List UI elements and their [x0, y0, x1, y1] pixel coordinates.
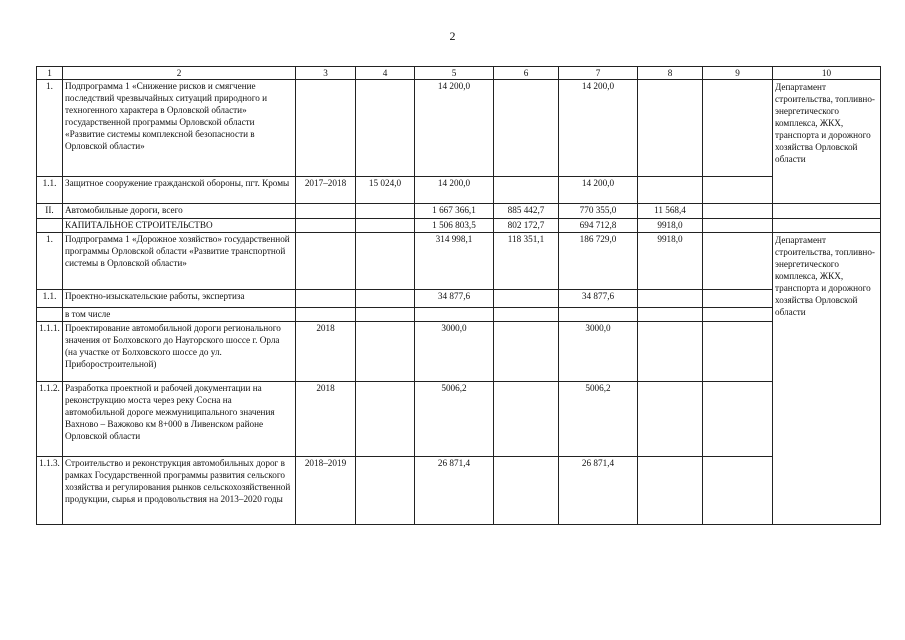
years-cell — [296, 233, 356, 290]
years-cell: 2018 — [296, 322, 356, 382]
col8-cell — [638, 177, 703, 204]
col8-cell: 11 568,4 — [638, 204, 703, 219]
row-number — [37, 308, 63, 322]
header-cell: 5 — [415, 67, 494, 80]
budget-table — [36, 66, 881, 525]
col6-cell — [494, 80, 559, 177]
row-number: 1.1.2. — [37, 382, 63, 457]
col4-cell — [356, 322, 415, 382]
header-cell: 10 — [773, 67, 881, 80]
header-cell: 1 — [37, 67, 63, 80]
col4-cell — [356, 382, 415, 457]
years-cell — [296, 204, 356, 219]
col8-cell — [638, 322, 703, 382]
col9-cell — [703, 233, 773, 290]
col4-cell — [356, 204, 415, 219]
col9-cell — [703, 80, 773, 177]
header-row — [37, 67, 881, 80]
col8-cell — [638, 457, 703, 525]
col9-cell — [703, 457, 773, 525]
row-number: 1. — [37, 80, 63, 177]
header-cell: 8 — [638, 67, 703, 80]
item-name: Проектно-изыскательские работы, экспертиза — [63, 290, 296, 308]
col5-cell: 1 667 366,1 — [415, 204, 494, 219]
item-name: Разработка проектной и рабочей документации на реконструкцию моста через реку Сосна на автомобильной дороге межмуниципального значения Вахново – Важжово км 8+000 в Ливенском районе Орловской области — [63, 382, 296, 457]
col7-cell: 694 712,8 — [559, 219, 638, 233]
col7-cell: 26 871,4 — [559, 457, 638, 525]
years-cell — [296, 80, 356, 177]
col7-cell: 34 877,6 — [559, 290, 638, 308]
header-cell: 7 — [559, 67, 638, 80]
row-number: 1.1.3. — [37, 457, 63, 525]
item-name: Подпрограмма 1 «Дорожное хозяйство» государственной программы Орловской области «Развитие транспортной системы в Орловской области» — [63, 233, 296, 290]
header-cell: 9 — [703, 67, 773, 80]
col6-cell — [494, 382, 559, 457]
col6-cell — [494, 457, 559, 525]
table-row — [37, 382, 881, 457]
item-name: в том числе — [63, 308, 296, 322]
table-row — [37, 290, 881, 308]
department-text: Департамент строительства, топливно-энергетического комплекса, ЖКХ, транспорта и дорожного хозяйства Орловской области — [775, 82, 875, 164]
header-cell: 6 — [494, 67, 559, 80]
col6-cell — [494, 290, 559, 308]
department-cell — [773, 80, 881, 204]
item-name: Автомобильные дороги, всего — [63, 204, 296, 219]
col7-cell: 14 200,0 — [559, 177, 638, 204]
table-row — [37, 457, 881, 525]
col5-cell: 314 998,1 — [415, 233, 494, 290]
row-number: 1.1. — [37, 177, 63, 204]
col4-cell — [356, 457, 415, 525]
col8-cell: 9918,0 — [638, 219, 703, 233]
col9-cell — [703, 382, 773, 457]
col9-cell — [703, 204, 773, 219]
item-name: Проектирование автомобильной дороги регионального значения от Болховского до Наугорского шоссе г. Орла (на участке от Болховского шоссе до ул. Приборостроительной) — [63, 322, 296, 382]
header-cell: 3 — [296, 67, 356, 80]
row-number: 1.1.1. — [37, 322, 63, 382]
col7-cell: 3000,0 — [559, 322, 638, 382]
col7-cell: 186 729,0 — [559, 233, 638, 290]
col9-cell — [703, 308, 773, 322]
col5-cell: 14 200,0 — [415, 80, 494, 177]
col5-cell: 14 200,0 — [415, 177, 494, 204]
row-number: II. — [37, 204, 63, 219]
col7-cell: 770 355,0 — [559, 204, 638, 219]
table-row — [37, 308, 881, 322]
col9-cell — [703, 290, 773, 308]
col4-cell — [356, 308, 415, 322]
department-cell — [773, 233, 881, 525]
department-text: Департамент строительства, топливно-энергетического комплекса, ЖКХ, транспорта и дорожного хозяйства Орловской области — [775, 235, 875, 317]
table-row — [37, 204, 881, 219]
table-row — [37, 322, 881, 382]
col8-cell: 9918,0 — [638, 233, 703, 290]
col8-cell — [638, 382, 703, 457]
table-row — [37, 233, 881, 290]
col4-cell — [356, 219, 415, 233]
row-number: 1.1. — [37, 290, 63, 308]
years-cell — [296, 219, 356, 233]
col6-cell: 802 172,7 — [494, 219, 559, 233]
years-cell: 2018–2019 — [296, 457, 356, 525]
table-row — [37, 177, 881, 204]
col6-cell: 118 351,1 — [494, 233, 559, 290]
row-number: 1. — [37, 233, 63, 290]
col7-cell: 5006,2 — [559, 382, 638, 457]
table-row — [37, 80, 881, 177]
years-cell — [296, 308, 356, 322]
col6-cell: 885 442,7 — [494, 204, 559, 219]
col7-cell — [559, 308, 638, 322]
col9-cell — [703, 322, 773, 382]
col5-cell — [415, 308, 494, 322]
col4-cell: 15 024,0 — [356, 177, 415, 204]
col9-cell — [703, 177, 773, 204]
col5-cell: 3000,0 — [415, 322, 494, 382]
years-cell: 2017–2018 — [296, 177, 356, 204]
col5-cell: 26 871,4 — [415, 457, 494, 525]
page-number: 2 — [449, 29, 456, 43]
col8-cell — [638, 308, 703, 322]
col5-cell: 1 506 803,5 — [415, 219, 494, 233]
col5-cell: 34 877,6 — [415, 290, 494, 308]
years-cell: 2018 — [296, 382, 356, 457]
table-row — [37, 219, 881, 233]
col4-cell — [356, 233, 415, 290]
item-name: Подпрограмма 1 «Снижение рисков и смягчение последствий чрезвычайных ситуаций природного и техногенного характера в Орловской области» государственной программы Орловской области «Развитие системы комплексной безопасности в Орловской области» — [63, 80, 296, 177]
years-cell — [296, 290, 356, 308]
header-cell: 4 — [356, 67, 415, 80]
header-cell: 2 — [63, 67, 296, 80]
department-cell — [773, 219, 881, 233]
col4-cell — [356, 80, 415, 177]
col7-cell: 14 200,0 — [559, 80, 638, 177]
item-name: КАПИТАЛЬНОЕ СТРОИТЕЛЬСТВО — [63, 219, 296, 233]
col4-cell — [356, 290, 415, 308]
col5-cell: 5006,2 — [415, 382, 494, 457]
item-name: Защитное сооружение гражданской обороны, пгт. Кромы — [63, 177, 296, 204]
col8-cell — [638, 290, 703, 308]
item-name: Строительство и реконструкция автомобильных дорог в рамках Государственной программы развития сельского хозяйства и регулирования рынков сельскохозяйственной продукции, сырья и продовольствия на 2013–2020 годы — [63, 457, 296, 525]
department-cell — [773, 204, 881, 219]
col9-cell — [703, 219, 773, 233]
col6-cell — [494, 177, 559, 204]
col6-cell — [494, 322, 559, 382]
col8-cell — [638, 80, 703, 177]
col6-cell — [494, 308, 559, 322]
row-number — [37, 219, 63, 233]
